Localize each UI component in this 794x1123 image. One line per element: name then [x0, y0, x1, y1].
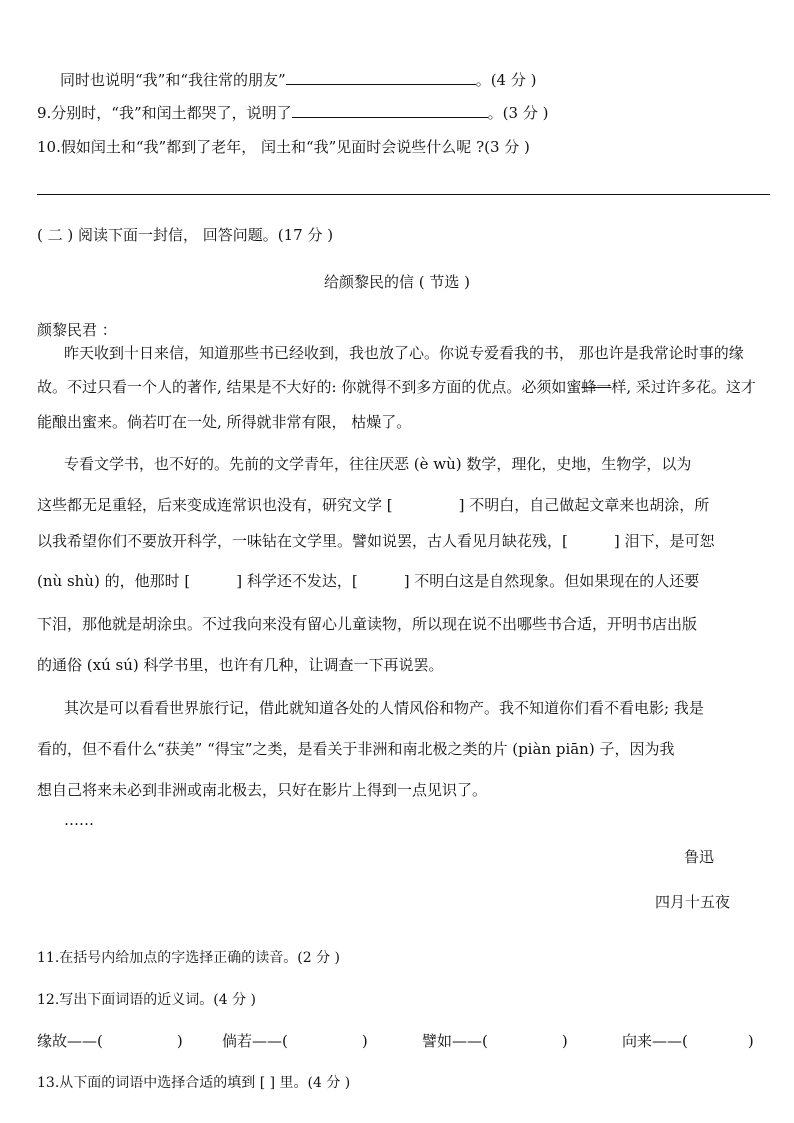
p2-line-1: 专看文学书，也不好的。先前的文学青年，往往厌恶 (è wù) 数学，理化，史地，生物学，以为	[64, 455, 692, 473]
q12-item-3[interactable]	[422, 1031, 568, 1051]
letter-salutation: 颜黎民君 ：	[37, 321, 117, 339]
q12-close-1: )	[176, 1032, 183, 1050]
q12-close-3: )	[561, 1032, 568, 1050]
q9-answer-blank[interactable]	[292, 103, 488, 118]
q12-word-4: 向来——(	[622, 1032, 688, 1050]
p1-line-2a: 故。不过只看一个人的著作, 结果是不大好的: 你就得不到多方面的优点。必须如蜜	[37, 378, 582, 396]
p1-line-2	[37, 377, 756, 397]
q11: 11.在括号内给加点的字选择正确的读音。(2 分 )	[37, 950, 340, 966]
q8-answer-blank[interactable]	[286, 70, 476, 85]
q8-tail: 。(4 分 )	[475, 71, 537, 89]
p2-line-3	[37, 531, 714, 551]
p3-line-2: 看的，但不看什么“获美” “得宝”之类，是看关于非洲和南北极之类的片 (piàn piān) 子，因为我	[37, 740, 675, 758]
p2-line-2a: 这些都无足重轻，后来变成连常识也没有，研究文学 [	[37, 496, 393, 514]
q12-item-1[interactable]	[37, 1031, 183, 1051]
q12: 12.写出下面词语的近义词。(4 分 )	[37, 992, 256, 1008]
p2-line-4c: ] 不明白这是自然现象。但如果现在的人还要	[403, 572, 700, 590]
q8-text: 同时也说明“我”和“我往常的朋友”	[60, 71, 286, 89]
ellipsis: ……	[64, 811, 94, 829]
letter-date: 四月十五夜	[655, 893, 731, 911]
q12-word-3: 譬如——(	[422, 1032, 488, 1050]
signature: 鲁迅	[684, 848, 715, 866]
q12-close-2: )	[361, 1032, 368, 1050]
p1-line-2b: 蜂一	[581, 378, 612, 396]
letter-title: 给颜黎民的信 ( 节选 )	[323, 273, 470, 291]
q12-word-1: 缘故——(	[37, 1032, 103, 1050]
p3-line-1: 其次是可以看看世界旅行记，借此就知道各处的人情风俗和物产。我不知道你们看不看电影; 我是	[64, 699, 704, 717]
p1-line-1: 昨天收到十日来信，知道那些书已经收到，我也放了心。你说专爱看我的书， 那也许是我常论时事的缘	[64, 344, 744, 362]
p2-line-2	[37, 495, 709, 515]
q10-answer-line[interactable]	[37, 194, 770, 195]
p2-line-3a: 以我希望你们不要放开科学，一味钻在文学里。譬如说罢，古人看见月缺花残，[	[37, 532, 568, 550]
q10-line: 10.假如闰土和“我”都到了老年， 闰土和“我”见面时会说些什么呢 ?(3 分 )	[37, 138, 530, 156]
p2-line-4	[37, 571, 699, 591]
p2-line-5: 下泪，那他就是胡涂虫。不过我向来没有留心儿童读物，所以现在说不出哪些书合适，开明书店出版	[37, 615, 698, 633]
q12-item-2[interactable]	[222, 1031, 368, 1051]
p2-line-2b: ] 不明白，自己做起文章来也胡涂，所	[458, 496, 710, 514]
p2-line-3b: ] 泪下，是可恕	[613, 532, 715, 550]
q8-continuation	[60, 70, 536, 90]
q12-item-4[interactable]	[622, 1031, 754, 1051]
p2-line-4a: (nù shù) 的，他那时 [	[37, 572, 191, 590]
section-heading: ( 二 ) 阅读下面一封信， 回答问题。(17 分 )	[37, 226, 334, 244]
q9-tail: 。(3 分 )	[487, 104, 549, 122]
q12-word-2: 倘若——(	[222, 1032, 288, 1050]
q13: 13.从下面的词语中选择合适的填到 [ ] 里。(4 分 )	[37, 1075, 351, 1091]
q9-text: 9.分别时，“我”和闰土都哭了，说明了	[37, 104, 292, 122]
q12-close-4: )	[747, 1032, 754, 1050]
p1-line-2c: 样, 采过许多花。这才	[611, 378, 756, 396]
p3-line-3: 想自己将来未必到非洲或南北极去，只好在影片上得到一点见识了。	[37, 781, 488, 799]
p2-line-6: 的通俗 (xú sú) 科学书里，也许有几种，让调查一下再说罢。	[37, 656, 444, 674]
p2-line-4b: ] 科学还不发达，[	[236, 572, 358, 590]
q9-line	[37, 103, 548, 123]
p1-line-3: 能酿出蜜来。倘若叮在一处, 所得就非常有限， 枯燥了。	[37, 413, 412, 431]
